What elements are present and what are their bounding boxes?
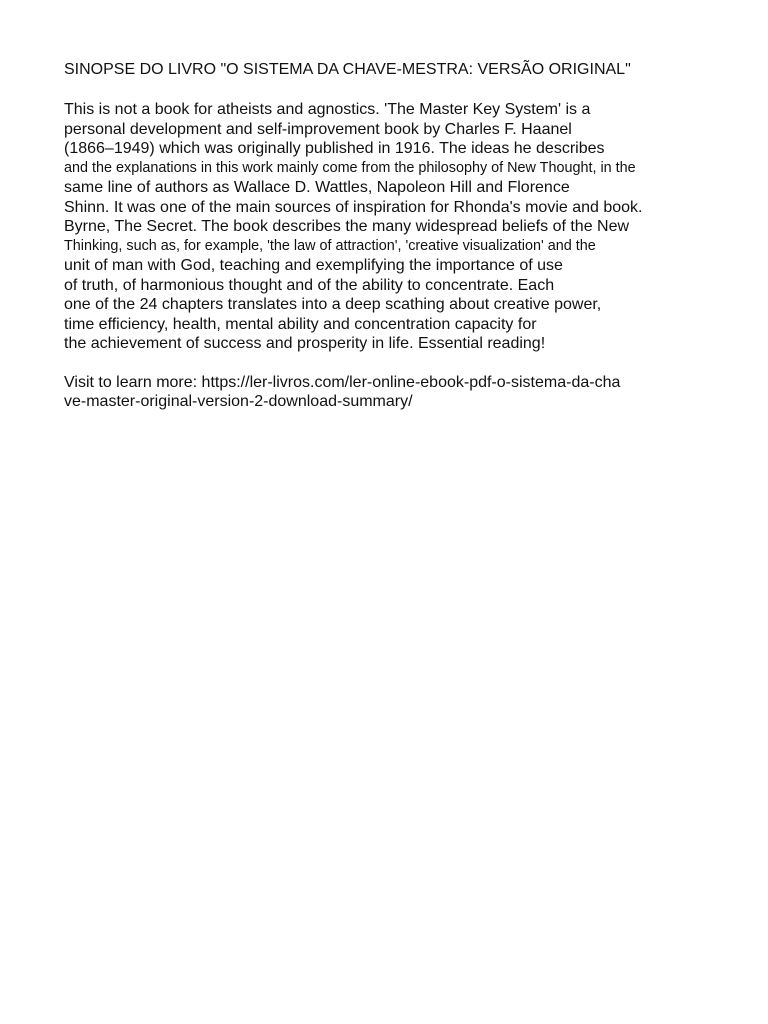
synopsis-line: unit of man with God, teaching and exemplifying the importance of use — [64, 257, 563, 274]
learn-more-paragraph — [64, 373, 754, 412]
synopsis-line: the achievement of success and prosperity in life. Essential reading! — [64, 335, 546, 352]
learn-more-line: ve-master-original-version-2-download-summary/ — [64, 393, 413, 410]
document-title: SINOPSE DO LIVRO "O SISTEMA DA CHAVE-MESTRA: VERSÃO ORIGINAL" — [64, 61, 631, 78]
synopsis-line: (1866–1949) which was originally published in 1916. The ideas he describes — [64, 140, 605, 157]
synopsis-line: Shinn. It was one of the main sources of inspiration for Rhonda's movie and book. — [64, 198, 643, 216]
synopsis-line: Thinking, such as, for example, 'the law of attraction', 'creative visualization' and the — [64, 237, 596, 254]
synopsis-line: time efficiency, health, mental ability and concentration capacity for — [64, 315, 537, 333]
synopsis-line: and the explanations in this work mainly come from the philosophy of New Thought, in the — [64, 159, 636, 176]
document-page — [64, 60, 754, 412]
synopsis-line: of truth, of harmonious thought and of the ability to concentrate. Each — [64, 276, 555, 294]
synopsis-line: This is not a book for atheists and agnostics. 'The Master Key System' is a — [64, 101, 591, 118]
synopsis-line: personal development and self-improvement book by Charles F. Haanel — [64, 120, 572, 138]
synopsis-line: Byrne, The Secret. The book describes the many widespread beliefs of the New — [64, 218, 630, 235]
learn-more-line: Visit to learn more: https://ler-livros.com/ler-online-ebook-pdf-o-sistema-da-cha — [64, 373, 621, 391]
synopsis-line: same line of authors as Wallace D. Wattles, Napoleon Hill and Florence — [64, 179, 570, 196]
synopsis-paragraph — [64, 100, 754, 354]
synopsis-line: one of the 24 chapters translates into a deep scathing about creative power, — [64, 296, 602, 313]
